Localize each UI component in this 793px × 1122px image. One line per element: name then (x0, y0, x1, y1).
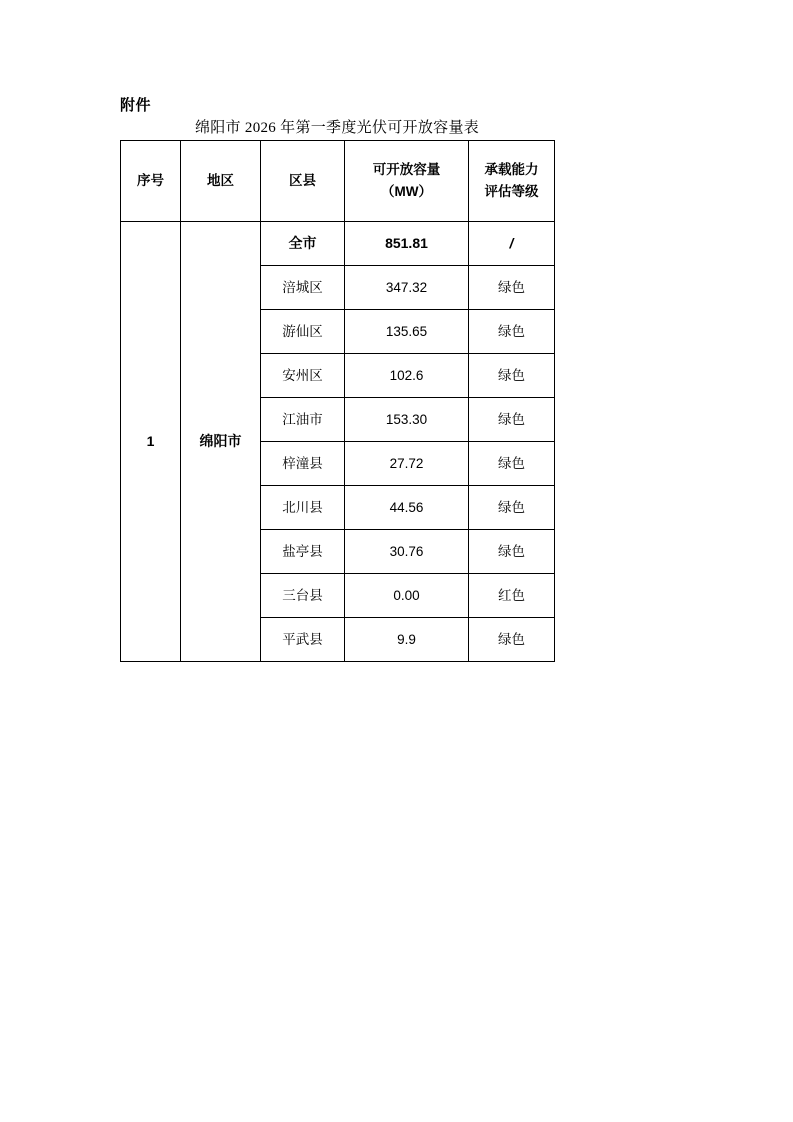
table-body (121, 222, 555, 662)
capacity-table (120, 140, 555, 662)
column-header-level (469, 141, 555, 222)
status-badge: 绿色 (469, 398, 555, 442)
column-header-county: 区县 (261, 141, 345, 222)
cell-capacity: 851.81 (345, 222, 469, 266)
table-header (121, 141, 555, 222)
cell-capacity: 30.76 (345, 530, 469, 574)
cell-capacity: 27.72 (345, 442, 469, 486)
table-header-row (121, 141, 555, 222)
status-badge: 绿色 (469, 354, 555, 398)
column-header-capacity-line2: （MW） (381, 184, 432, 199)
cell-seq: 1 (121, 222, 181, 662)
cell-county: 江油市 (261, 398, 345, 442)
cell-county: 涪城区 (261, 266, 345, 310)
status-badge: 绿色 (469, 266, 555, 310)
cell-capacity: 347.32 (345, 266, 469, 310)
status-badge: 绿色 (469, 442, 555, 486)
cell-county: 安州区 (261, 354, 345, 398)
cell-county: 北川县 (261, 486, 345, 530)
column-header-capacity (345, 141, 469, 222)
cell-county: 三台县 (261, 574, 345, 618)
table-row (121, 222, 555, 266)
status-badge: 红色 (469, 574, 555, 618)
status-badge: / (469, 222, 555, 266)
status-badge: 绿色 (469, 618, 555, 662)
status-badge: 绿色 (469, 310, 555, 354)
cell-county: 梓潼县 (261, 442, 345, 486)
column-header-region: 地区 (181, 141, 261, 222)
column-header-seq: 序号 (121, 141, 181, 222)
column-header-capacity-line1: 可开放容量 (372, 161, 441, 177)
cell-county: 全市 (261, 222, 345, 266)
page-title: 绵阳市 2026 年第一季度光伏可开放容量表 (194, 120, 480, 136)
cell-county: 平武县 (261, 618, 345, 662)
cell-county: 游仙区 (261, 310, 345, 354)
attachment-label: 附件 (120, 98, 152, 114)
cell-capacity: 135.65 (345, 310, 469, 354)
cell-capacity: 102.6 (345, 354, 469, 398)
cell-region: 绵阳市 (181, 222, 261, 662)
cell-capacity: 153.30 (345, 398, 469, 442)
column-header-level-line1: 承载能力 (484, 161, 539, 177)
column-header-level-line2: 评估等级 (484, 184, 539, 199)
cell-capacity: 0.00 (345, 574, 469, 618)
cell-capacity: 9.9 (345, 618, 469, 662)
cell-capacity: 44.56 (345, 486, 469, 530)
status-badge: 绿色 (469, 486, 555, 530)
cell-county: 盐亭县 (261, 530, 345, 574)
status-badge: 绿色 (469, 530, 555, 574)
